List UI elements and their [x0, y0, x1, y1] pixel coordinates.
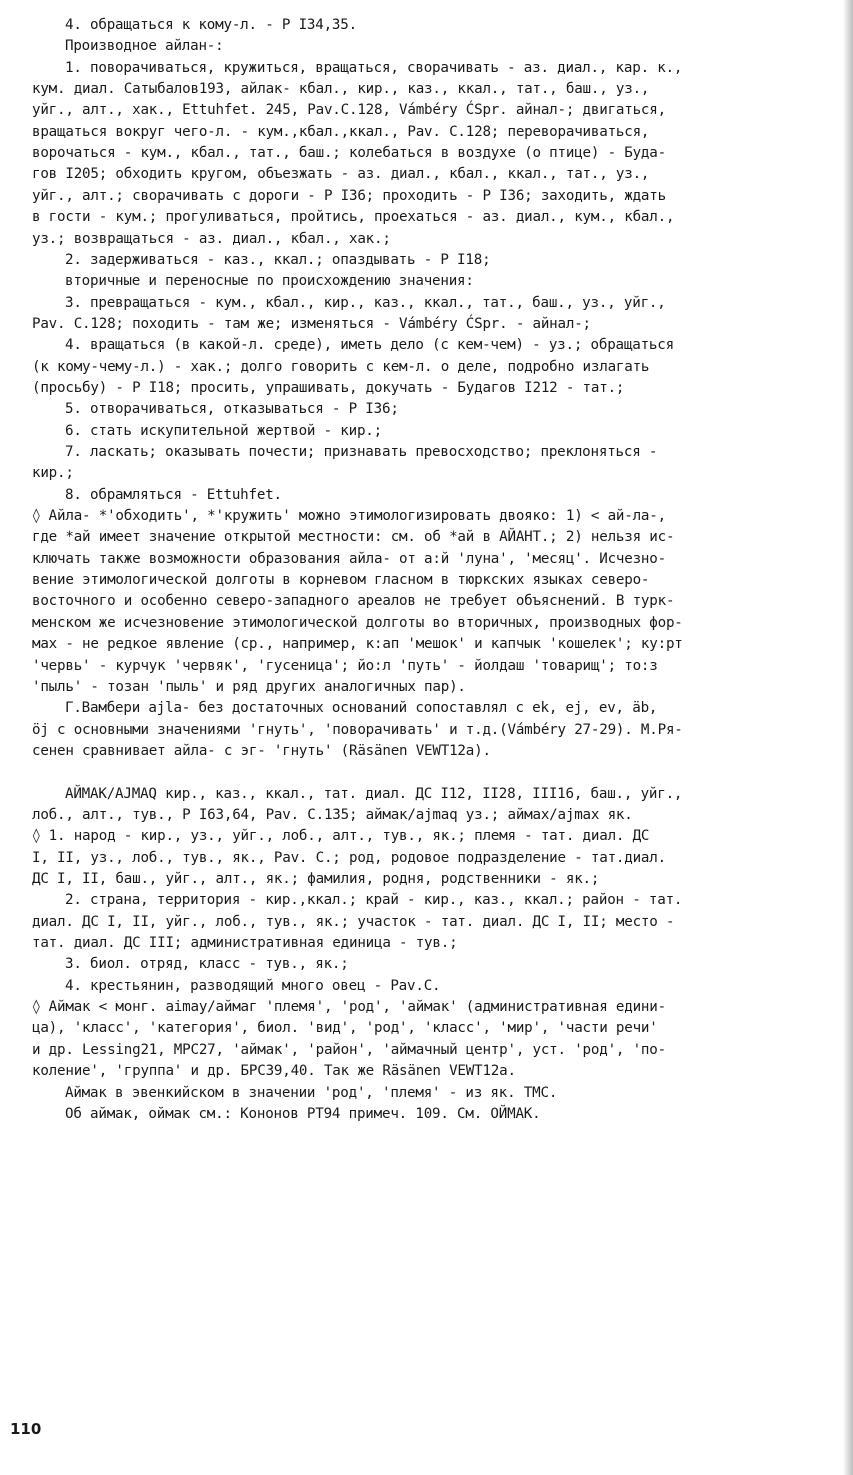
text-line: 5. отворачиваться, отказываться - Р I36;: [65, 401, 399, 418]
text-line: мах - не редкое явление (ср., например, к:ап 'мешок' и капчык 'кошелек'; ку:рт: [32, 636, 683, 653]
text-line: ворочаться - кум., кбал., тат., баш.; колебаться в воздухе (о птице) - Буда-: [32, 145, 666, 162]
text-line: ДС I, II, баш., уйг., алт., як.; фамилия, родня, родственники - як.;: [32, 871, 600, 887]
text-line: (просьбу) - Р I18; просить, упрашивать, докучать - Будагов I212 - тат.;: [32, 379, 625, 396]
text-line: 2. задерживаться - каз., ккал.; опаздывать - Р I18;: [65, 251, 491, 268]
text-line: восточного и особенно северо-западного ареалов не требует объяснений. В турк-: [32, 593, 675, 610]
text-line: 4. крестьянин, разводящий много овец - Pav.C.: [65, 977, 441, 994]
text-line: ◊ Аймак < монг. aimay/аймаг 'племя', 'род', 'аймак' (административная едини-: [32, 999, 666, 1016]
text-line: 7. ласкать; оказывать почести; признавать превосходство; преклоняться -: [65, 444, 658, 460]
text-line: тат. диал. ДС III; административная единица - тув.;: [32, 935, 458, 952]
text-line: уйг., алт., хак., Ettuhfet. 245, Pav.C.128, Vámbéry ĆSpr. айнал-; двигаться,: [32, 102, 666, 119]
text-line: 2. страна, территория - кир.,ккал.; край - кир., каз., ккал.; район - тат.: [65, 892, 683, 909]
text-line: 4. вращаться (в какой-л. среде), иметь дело (с кем-чем) - уз.; обращаться: [65, 337, 674, 354]
text-line: лоб., алт., тув., Р I63,64, Pav. C.135; аймак/ajmaq уз.; аймах/ajmax як.: [32, 806, 633, 823]
text-line: уз.; возвращаться - аз. диал., кбал., хак.;: [32, 230, 391, 247]
text-line: вторичные и переносные по происхождению значения:: [65, 273, 474, 290]
text-line: сенен сравнивает айла- с эг- 'гнуть' (Räsänen VEWT12a).: [32, 742, 491, 759]
text-line: ◊ 1. народ - кир., уз., уйг., лоб., алт., тув., як.; племя - тат. диал. ДС: [32, 828, 650, 845]
text-line: диал. ДС I, II, уйг., лоб., тув., як.; участок - тат. диал. ДС I, II; место -: [32, 913, 675, 930]
text-line: Об аймак, оймак см.: Кононов РТ94 примеч. 109. См. ОЙМАК.: [65, 1105, 541, 1122]
text-line: Аймак в эвенкийском в значении 'род', 'племя' - из як. ТМС.: [65, 1084, 558, 1101]
text-line: кир.;: [32, 465, 74, 482]
text-line: 1. поворачиваться, кружиться, вращаться, сворачивать - аз. диал., кар. к.,: [65, 59, 683, 76]
text-line: и др. Lessing21, МРС27, 'аймак', 'район', 'аймачный центр', уст. 'род', 'по-: [32, 1041, 666, 1058]
text-line: уйг., алт.; сворачивать с дороги - Р I36; проходить - Р I36; заходить, ждать: [32, 187, 666, 204]
text-line: где *ай имеет значение открытой местности: см. об *ай в АЙАНТ.; 2) нельзя ис-: [32, 529, 675, 546]
text-line: 4. обращаться к кому-л. - Р I34,35.: [65, 17, 357, 33]
text-line: 'червь' - курчук 'червяк', 'гусеница'; йо:л 'путь' - йолдаш 'товарищ'; то:з: [32, 657, 658, 674]
text-line: 3. биол. отряд, класс - тув., як.;: [65, 956, 349, 973]
text-line: кум. диал. Сатыбалов193, айлак- кбал., кир., каз., ккал., тат., баш., уз.,: [32, 81, 650, 98]
text-line: АЙМАК/AJMAQ кир., каз., ккал., тат. диал. ДС I12, II28, III16, баш., уйг.,: [65, 785, 683, 802]
text-line: ключать также возможности образования айла- от а:й 'луна', 'месяц'. Исчезно-: [32, 550, 666, 567]
text-line: гов I205; обходить кругом, объезжать - аз. диал., кбал., ккал., тат., уз.,: [32, 166, 650, 183]
text-line: 6. стать искупительной жертвой - кир.;: [65, 422, 382, 439]
text-line: вение этимологической долготы в корневом гласном в тюркских языках северо-: [32, 572, 650, 589]
text-line: вращаться вокруг чего-л. - кум.,кбал.,ккал., Pav. C.128; переворачиваться,: [32, 123, 650, 140]
text-line: в гости - кум.; прогуливаться, пройтись, проехаться - аз. диал., кум., кбал.,: [32, 209, 675, 226]
text-line: (к кому-чему-л.) - хак.; долго говорить с кем-л. о деле, подробно излагать: [32, 358, 650, 375]
text-line: ца), 'класс', 'категория', биол. 'вид', 'род', 'класс', 'мир', 'части речи': [32, 1020, 658, 1037]
page-number: 110: [10, 1420, 42, 1438]
text-line: I, II, уз., лоб., тув., як., Pav. C.; род, родовое подразделение - тат.диал.: [32, 849, 666, 866]
text-line: 3. превращаться - кум., кбал., кир., каз., ккал., тат., баш., уз., уйг.,: [65, 294, 666, 311]
text-line: менском же исчезновение этимологической долготы во вторичных, производных фор-: [32, 614, 683, 631]
text-line: коление', 'группа' и др. БРС39,40. Так же Räsänen VEWT12a.: [32, 1063, 516, 1080]
text-line: 'пыль' - тозан 'пыль' и ряд других аналогичных пар).: [32, 678, 466, 695]
text-line: Г.Вамбери ajla- без достаточных оснований сопоставлял с ek, ej, ev, äb,: [65, 700, 658, 717]
text-line: Pav. C.128; походить - там же; изменяться - Vámbéry ĆSpr. - айнал-;: [32, 315, 591, 332]
scan-edge-shadow: [843, 0, 853, 1475]
text-line: 8. обрамляться - Ettuhfet.: [65, 486, 282, 503]
text-line: ◊ Айла- *'обходить', *'кружить' можно этимологизировать двояко: 1) < ай-ла-,: [32, 508, 666, 525]
text-line: öj с основными значениями 'гнуть', 'поворачивать' и т.д.(Vámbéry 27-29). М.Ря-: [32, 721, 683, 738]
text-line: Производное айлан-:: [65, 38, 224, 55]
